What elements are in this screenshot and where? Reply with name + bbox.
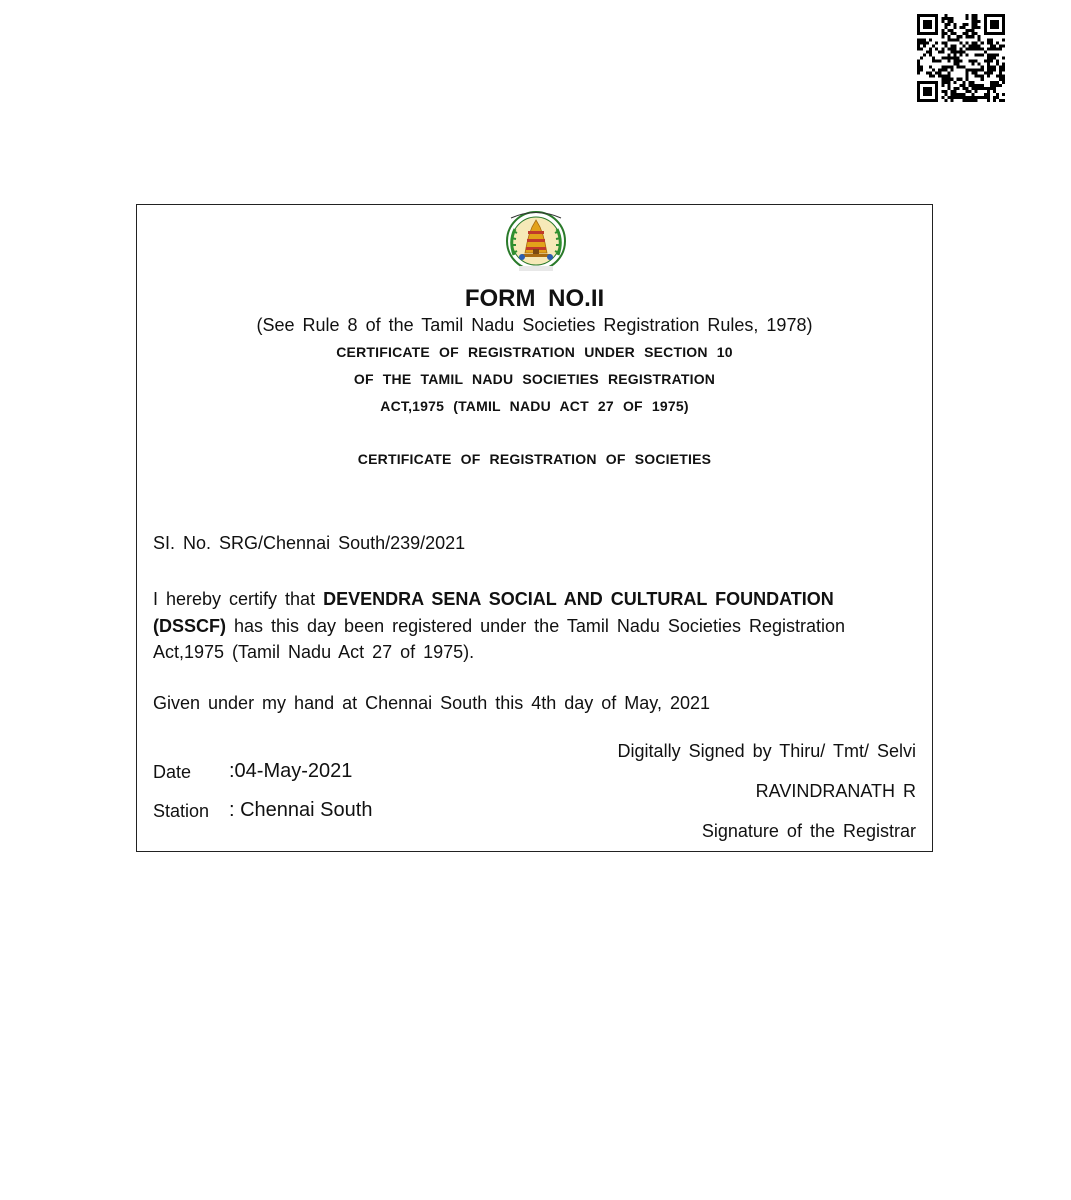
heading-line-3: ACT,1975 (TAMIL NADU ACT 27 OF 1975) [380,398,689,414]
date-value: :04-May-2021 [229,760,353,782]
serial-number: SI. No. SRG/Chennai South/239/2021 [153,533,466,553]
certification-text [153,586,893,666]
body-prefix: I hereby certify that [153,589,324,609]
date-label: Date [153,762,192,782]
heading-line-1: CERTIFICATE OF REGISTRATION UNDER SECTION 10 [336,344,733,360]
sub-heading: CERTIFICATE OF REGISTRATION OF SOCIETIES [357,451,712,467]
rule-reference: (See Rule 8 of the Tamil Nadu Societies Registration Rules, 1978) [256,315,813,335]
form-title: FORM NO.II [464,285,605,312]
heading-line-2: OF THE TAMIL NADU SOCIETIES REGISTRATION [353,371,716,387]
station-value: : Chennai South [229,799,373,821]
body-suffix: has this day been registered under the Tamil Nadu Societies Registration Act,1975 (Tamil Nadu Act 27 of 1975). [153,615,846,662]
digitally-signed-by: Digitally Signed by Thiru/ Tmt/ Selvi [617,741,916,761]
tamil-nadu-state-emblem-icon [497,211,575,275]
signature-caption: Signature of the Registrar [701,821,916,841]
certificate-panel [136,204,933,852]
given-under-hand-line: Given under my hand at Chennai South this 4th day of May, 2021 [153,693,710,713]
registrar-name: RAVINDRANATH R [755,781,916,801]
station-label: Station [153,801,210,821]
qr-code-icon [916,14,1006,102]
society-name: DEVENDRA SENA SOCIAL AND CULTURAL FOUNDATION (DSSCF) [153,589,834,636]
